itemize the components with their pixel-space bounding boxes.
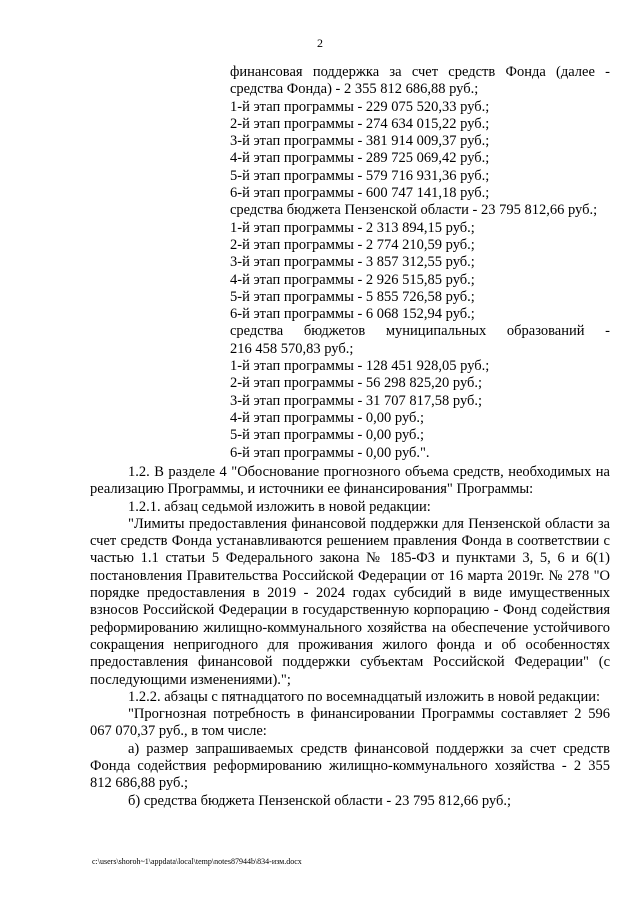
funding-line: 2-й этап программы - 274 634 015,22 руб.; [230, 115, 490, 132]
funding-line: 6-й этап программы - 6 068 152,94 руб.; [230, 306, 475, 323]
funding-sources-block [230, 64, 610, 462]
paragraph-limits: "Лимиты предоставления финансовой поддержки для Пензенской области за счет средств Фонда устанавливаются решением правления Фонда в соответствии с частью 1.1 статьи 5 Федерального закона № 185-ФЗ и пунктами 3, 5, 6 и 6(1) постановления Правительства Российской Федерации от 16 марта 2019г. № 278 "О порядке предоставления в 2019 - 2024 годах субсидий в виде имущественных взносов Российской Федерации в государственную корпорацию - Фонд содействия реформированию жилищно-коммунального хозяйства на обеспечение устойчивого сокращения непригодного для проживания жилого фонда и об особенностях предоставления финансовой поддержки субъектам Российской Федерации" (с последующими изменениями)."; [90, 515, 610, 688]
paragraph-item-b: б) средства бюджета Пензенской области - 23 795 812,66 руб.; [128, 792, 511, 809]
funding-line: средства бюджетов муниципальных образований - [230, 323, 610, 340]
funding-line: 4-й этап программы - 0,00 руб.; [230, 409, 425, 426]
funding-line: 6-й этап программы - 0,00 руб.". [230, 444, 430, 461]
funding-line: 3-й этап программы - 31 707 817,58 руб.; [230, 392, 483, 409]
funding-line: 5-й этап программы - 579 716 931,36 руб.; [230, 167, 490, 184]
file-path-footer: c:\users\shoroh~1\appdata\local\temp\notes87944b\834-изм.docx [92, 857, 302, 866]
funding-line: 216 458 570,83 руб.; [230, 340, 354, 357]
funding-line: 5-й этап программы - 5 855 726,58 руб.; [230, 288, 475, 305]
paragraph-1-2-2: 1.2.2. абзацы с пятнадцатого по восемнадцатый изложить в новой редакции: [128, 688, 600, 705]
funding-line: 1-й этап программы - 229 075 520,33 руб.; [230, 98, 490, 115]
funding-line: 3-й этап программы - 381 914 009,37 руб.; [230, 133, 490, 150]
funding-line: средства Фонда) - 2 355 812 686,88 руб.; [230, 81, 479, 98]
paragraph-1-2-1: 1.2.1. абзац седьмой изложить в новой редакции: [128, 498, 431, 515]
funding-line: 5-й этап программы - 0,00 руб.; [230, 427, 425, 444]
funding-line: 1-й этап программы - 128 451 928,05 руб.; [230, 358, 490, 375]
paragraph-section-4-heading: 1.2. В разделе 4 "Обоснование прогнозного объема средств, необходимых на реализацию Программы, и источники ее финансирования" Программы: [90, 464, 610, 498]
funding-line: 4-й этап программы - 289 725 069,42 руб.; [230, 150, 490, 167]
page-number: 2 [317, 36, 323, 50]
funding-line: 3-й этап программы - 3 857 312,55 руб.; [230, 254, 475, 271]
funding-line: 2-й этап программы - 56 298 825,20 руб.; [230, 375, 483, 392]
amendment-text [90, 464, 610, 810]
paragraph-item-a: а) размер запрашиваемых средств финансовой поддержки за счет средств Фонда содействия реформированию жилищно-коммунального хозяйства - 2 355 812 686,88 руб.; [90, 740, 610, 792]
funding-line: 6-й этап программы - 600 747 141,18 руб.; [230, 185, 490, 202]
funding-line: 1-й этап программы - 2 313 894,15 руб.; [230, 219, 475, 236]
funding-line: 4-й этап программы - 2 926 515,85 руб.; [230, 271, 475, 288]
funding-line: средства бюджета Пензенской области - 23 795 812,66 руб.; [230, 202, 598, 219]
funding-line: финансовая поддержка за счет средств Фонда (далее - [230, 64, 610, 80]
funding-line: 2-й этап программы - 2 774 210,59 руб.; [230, 236, 475, 253]
paragraph-forecast-need: "Прогнозная потребность в финансировании Программы составляет 2 596 067 070,37 руб., в том числе: [90, 706, 610, 740]
